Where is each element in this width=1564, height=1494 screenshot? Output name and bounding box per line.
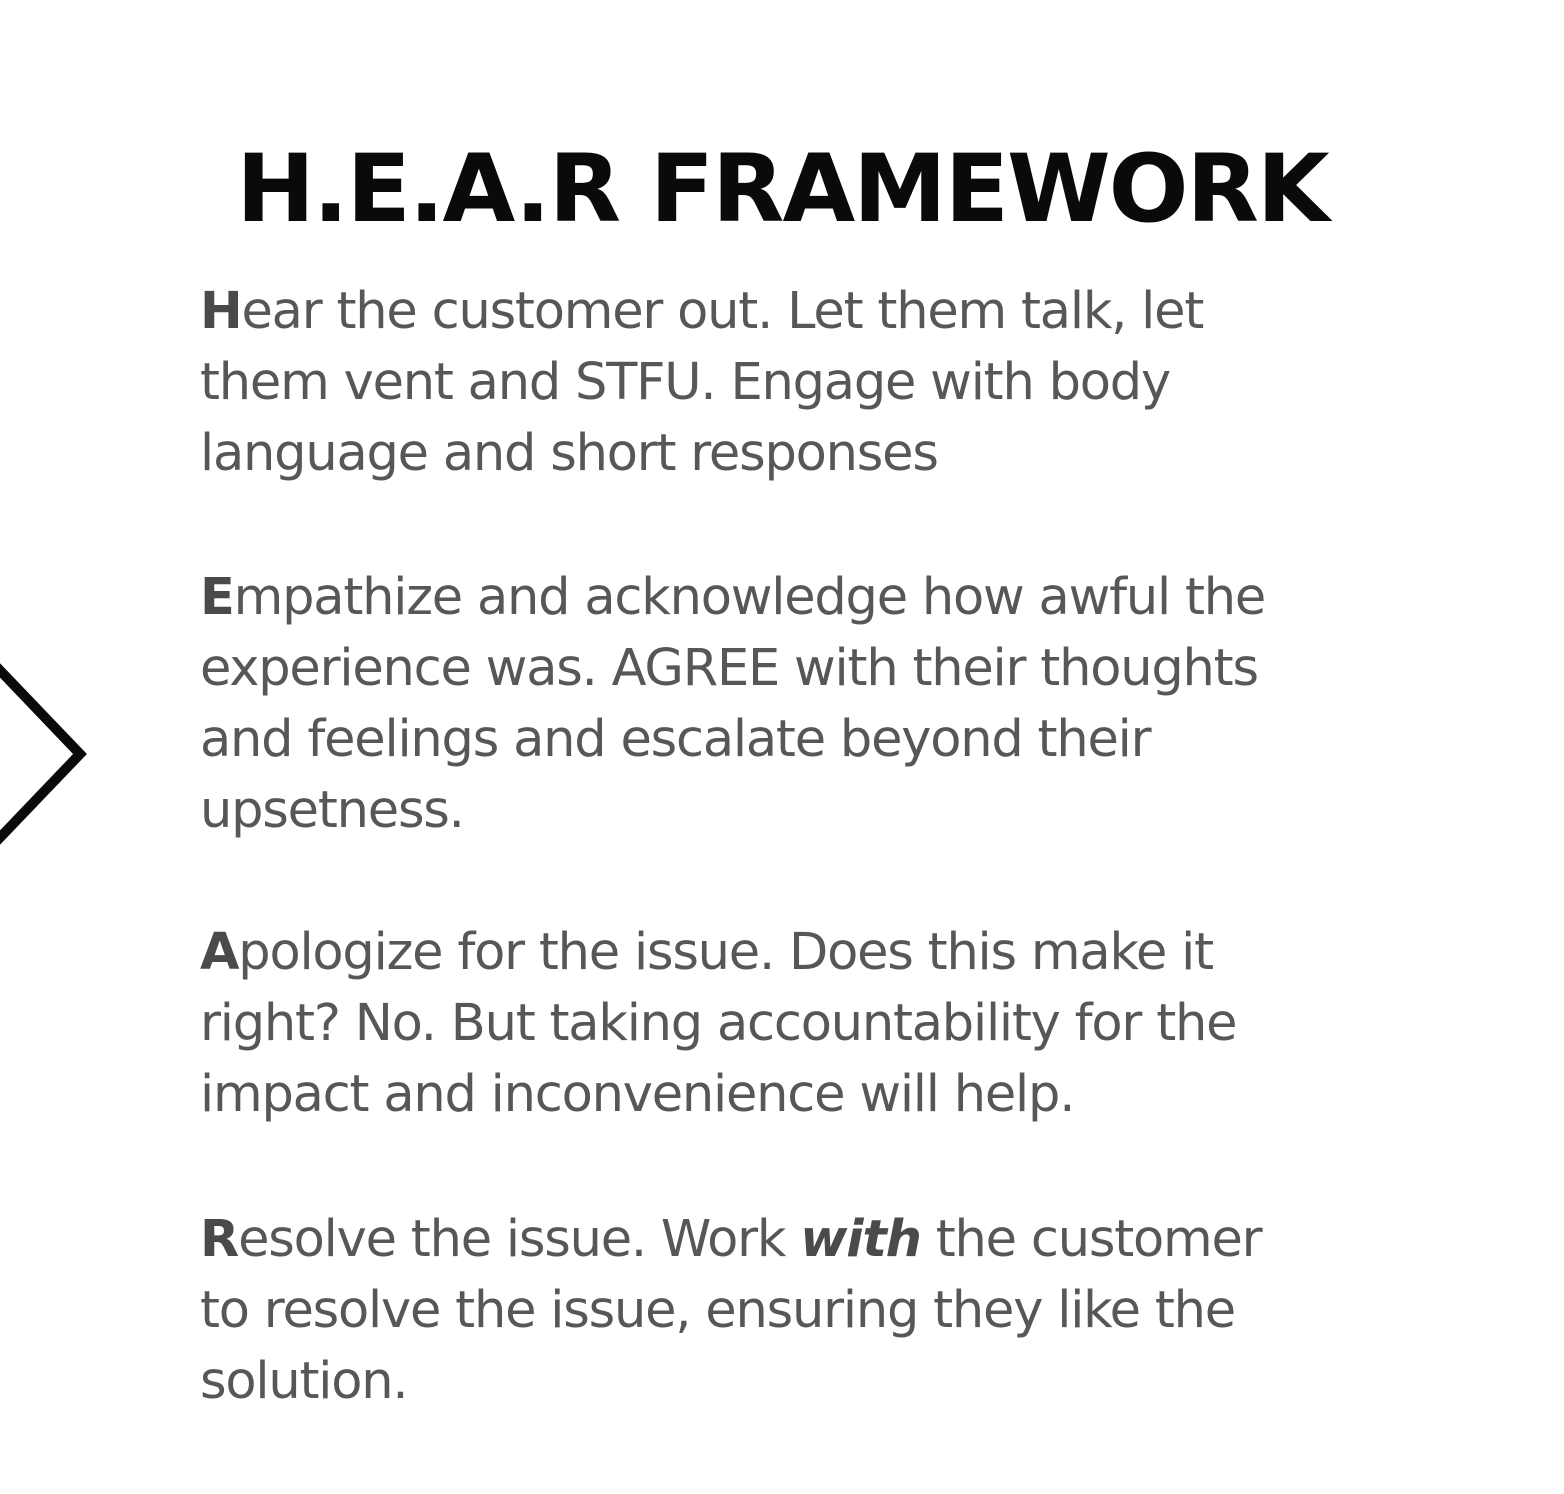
step-text: mpathize and acknowledge how awful the — [233, 568, 1266, 627]
step-line — [200, 1204, 1540, 1275]
step-line: impact and inconvenience will help. — [200, 1065, 1075, 1124]
step-initial-letter: R — [200, 1210, 239, 1269]
step-line: language and short responses — [200, 424, 938, 483]
step-line: upsetness. — [200, 781, 464, 840]
step-line: experience was. AGREE with their thoughts — [200, 639, 1258, 698]
step-apologize — [200, 917, 1540, 1130]
step-line: to resolve the issue, ensuring they like the — [200, 1281, 1235, 1340]
emphasis-text: with — [800, 1210, 921, 1269]
step-text: pologize for the issue. Does this make it — [238, 923, 1213, 982]
chevron-right-icon — [0, 650, 100, 860]
step-text: the customer — [920, 1210, 1262, 1269]
step-line: and feelings and escalate beyond their — [200, 710, 1151, 769]
step-line: them vent and STFU. Engage with body — [200, 353, 1170, 412]
step-text: esolve the issue. Work — [238, 1210, 801, 1269]
step-initial-letter: H — [200, 282, 242, 341]
step-line: right? No. But taking accountability for the — [200, 994, 1237, 1053]
step-hear — [200, 276, 1540, 489]
step-line — [200, 276, 1540, 347]
step-line — [200, 917, 1540, 988]
page-title: H.E.A.R FRAMEWORK — [236, 134, 1328, 244]
step-line: solution. — [200, 1352, 408, 1411]
step-initial-letter: A — [200, 923, 239, 982]
step-text: ear the customer out. Let them talk, let — [241, 282, 1204, 341]
step-empathize — [200, 562, 1540, 846]
step-initial-letter: E — [200, 568, 234, 627]
step-line — [200, 562, 1540, 633]
step-resolve — [200, 1204, 1540, 1417]
